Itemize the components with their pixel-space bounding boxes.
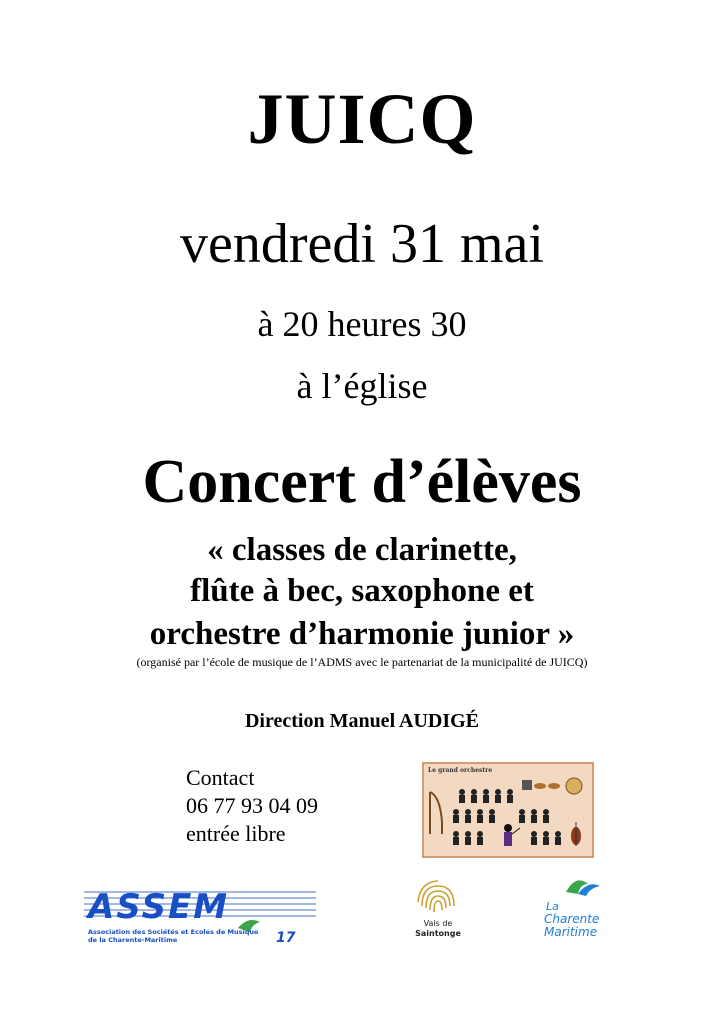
poster-title: Concert d’élèves [142,448,582,516]
subtitle-line-1: « classes de clarinette, [207,532,517,568]
subtitle-line-2: flûte à bec, saxophone et [190,573,534,609]
illustration-caption: Le grand orchestre [428,767,493,774]
charente-maritime-logo [538,872,618,944]
assem-line-2: de la Charente-Maritime [88,936,178,944]
fingerprint-icon [418,881,454,912]
assem-line-1: Association des Sociétés et Ecoles de Musique [88,928,259,936]
vals-de-saintonge-logo [410,876,466,948]
poster-place: à l’église [296,366,428,406]
subtitle-line-3: orchestre d’harmonie junior » [149,616,575,652]
seagull-icon [566,880,600,896]
orchestra-illustration [422,762,594,858]
organizer-note: (organisé par l’école de musique de l’ADMS avec le partenariat de la municipalité de JUICQ) [136,655,588,669]
vals-line-1: Vals de [423,919,453,928]
entry-info: entrée libre [186,821,286,846]
assem-wordmark: ASSEM [88,887,230,927]
contact-label: Contact [186,765,255,790]
charente-line-2: Charente [544,912,600,926]
assem-number: 17 [276,930,296,946]
poster-town: JUICQ [247,79,477,159]
assem17-logo [80,878,322,950]
contact-phone: 06 77 93 04 09 [186,793,318,818]
vals-line-2: Saintonge [415,929,461,938]
poster-time: à 20 heures 30 [257,304,467,344]
charente-line-1: La [546,900,559,913]
direction-credit: Direction Manuel AUDIGÉ [244,710,480,732]
contact-block [186,764,318,848]
poster-date: vendredi 31 mai [180,213,544,275]
charente-line-3: Maritime [544,925,598,939]
